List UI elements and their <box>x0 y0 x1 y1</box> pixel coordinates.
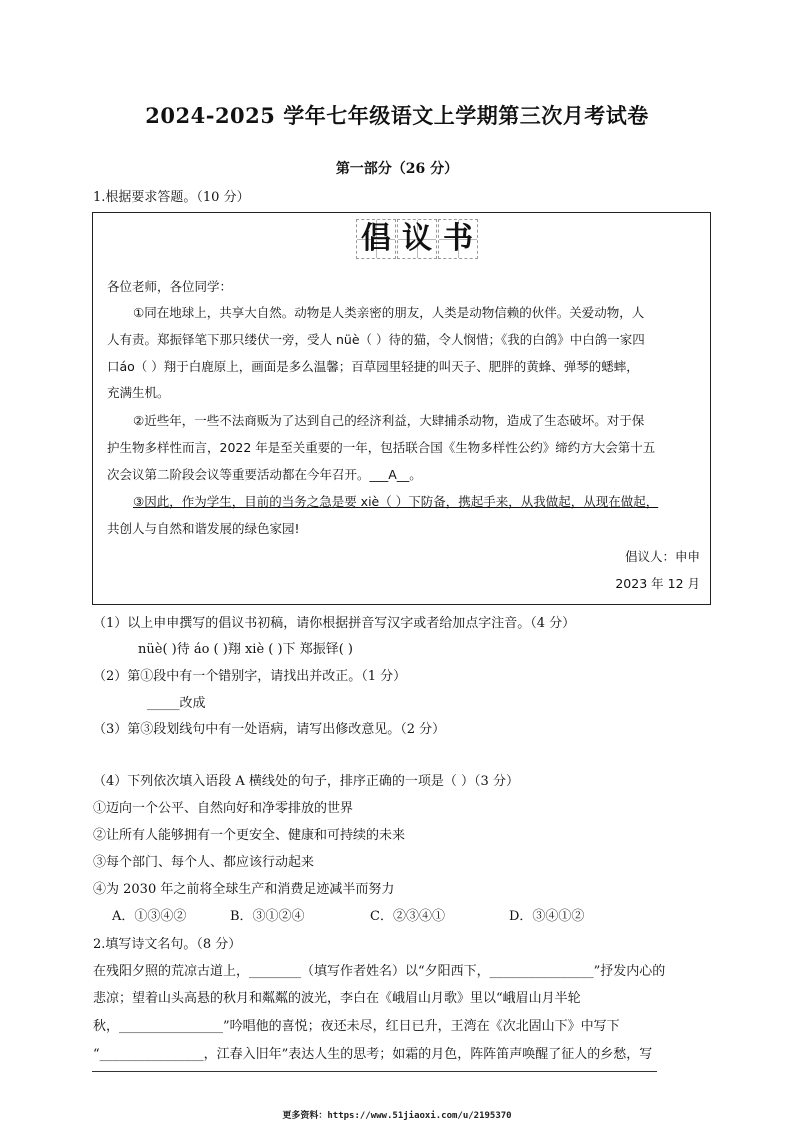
proposal-date: 2023 年 12 月 <box>615 576 700 591</box>
para2-line: ②近些年，一些不法商贩为了达到自己的经济利益，大肆捕杀动物，造成了生态破坏。对于保 <box>133 413 645 428</box>
sub-question-4: （4）下列依次填入语段 A 横线处的句子，排序正确的一项是（ ）（3 分） <box>93 774 519 789</box>
proposal-box <box>92 212 711 605</box>
sentence-1: ①迈向一个公平、自然向好和净零排放的世界 <box>93 801 354 816</box>
sub-question-1-blanks[interactable]: nüè( )待 áo ( )翔 xiè ( )下 郑振铎( ) <box>138 642 353 657</box>
answer-rule-line <box>92 1071 657 1072</box>
q2-line[interactable]: “________________，江春入旧年”表达人生的思考；如霜的月色，阵阵笛声唤醒了征人的乡愁，写 <box>93 1047 653 1062</box>
option-c[interactable]: C．②③④① <box>370 909 445 924</box>
proposal-header <box>356 219 479 259</box>
sentence-2: ②让所有人能够拥有一个更安全、健康和可持续的未来 <box>93 828 406 843</box>
sub-question-2: （2）第①段中有一个错别字，请找出并改正。（1 分） <box>93 669 407 684</box>
para1-line: 充满生机。 <box>107 385 170 400</box>
option-d[interactable]: D．③④①② <box>509 909 585 924</box>
q2-line[interactable]: 在残阳夕照的荒凉古道上，________（填写作者姓名）以“夕阳西下，________________”抒发内心的 <box>93 964 666 979</box>
sentence-4: ④为 2030 年之前将全球生产和消费足迹减半而努力 <box>93 882 395 897</box>
sentence-3: ③每个部门、每个人、都应该行动起来 <box>93 855 315 870</box>
sub-question-2-blank[interactable]: _____改成 <box>147 696 206 711</box>
para3-line: 共创人与自然和谐发展的绿色家园! <box>107 521 300 536</box>
footer-link[interactable]: 更多资料：https://www.51jiaoxi.com/u/2195370 <box>282 1111 512 1121</box>
header-char: 议 <box>397 219 437 259</box>
exam-title: 2024-2025 学年七年级语文上学期第三次月考试卷 <box>145 103 649 128</box>
para1-line: 口áo（ ）翔于白鹿原上，画面是多么温馨；百草园里轻捷的叫天子、肥胖的黄蜂、弹琴的蟋蟀， <box>107 359 639 374</box>
salutation: 各位老师，各位同学： <box>107 279 233 294</box>
part-heading: 第一部分（26 分） <box>335 161 459 177</box>
q2-line: 悲凉；望着山头高悬的秋月和粼粼的波光，李白在《峨眉山月歌》里以“峨眉山月半轮 <box>93 991 581 1006</box>
sub-question-3: （3）第③段划线句中有一处语病，请写出修改意见。（2 分） <box>93 722 446 737</box>
signer: 倡议人：申申 <box>624 549 700 564</box>
para1-line: 人有责。郑振铎笔下那只缕伏一旁，受人 nüè（ ）待的猫，令人悯惜；《我的白鸽》中白鸽一家四 <box>107 332 645 347</box>
option-b[interactable]: B．③①②④ <box>230 909 305 924</box>
sub-question-1: （1）以上申申撰写的倡议书初稿，请你根据拼音写汉字或者给加点字注音。（4 分） <box>93 616 576 631</box>
para2-line: 护生物多样性而言，2022 年是至关重要的一年，包括联合国《生物多样性公约》缔约方大会第十五 <box>107 440 656 455</box>
q1-heading: 1.根据要求答题。（10 分） <box>93 190 250 205</box>
para1-line: ①同在地球上，共享大自然。动物是人类亲密的朋友，人类是动物信赖的伙伴。关爱动物，人 <box>133 305 645 320</box>
header-char: 倡 <box>356 219 396 259</box>
q2-heading: 2.填写诗文名句。（8 分） <box>93 937 242 952</box>
option-a[interactable]: A．①③④② <box>112 909 187 924</box>
header-char: 书 <box>438 219 478 259</box>
para3-underlined-line: ③因此，作为学生，目前的当务之急是要 xiè（ ）下防备，携起手来，从我做起，从现在做起， <box>133 494 659 509</box>
q2-line[interactable]: 秋，________________”吟唱他的喜悦；夜还未尽，红日已升，王湾在《次北固山下》中写下 <box>93 1019 620 1034</box>
para2-line: 次会议第二阶段会议等重要活动都在今年召开。___A__。 <box>107 467 422 482</box>
